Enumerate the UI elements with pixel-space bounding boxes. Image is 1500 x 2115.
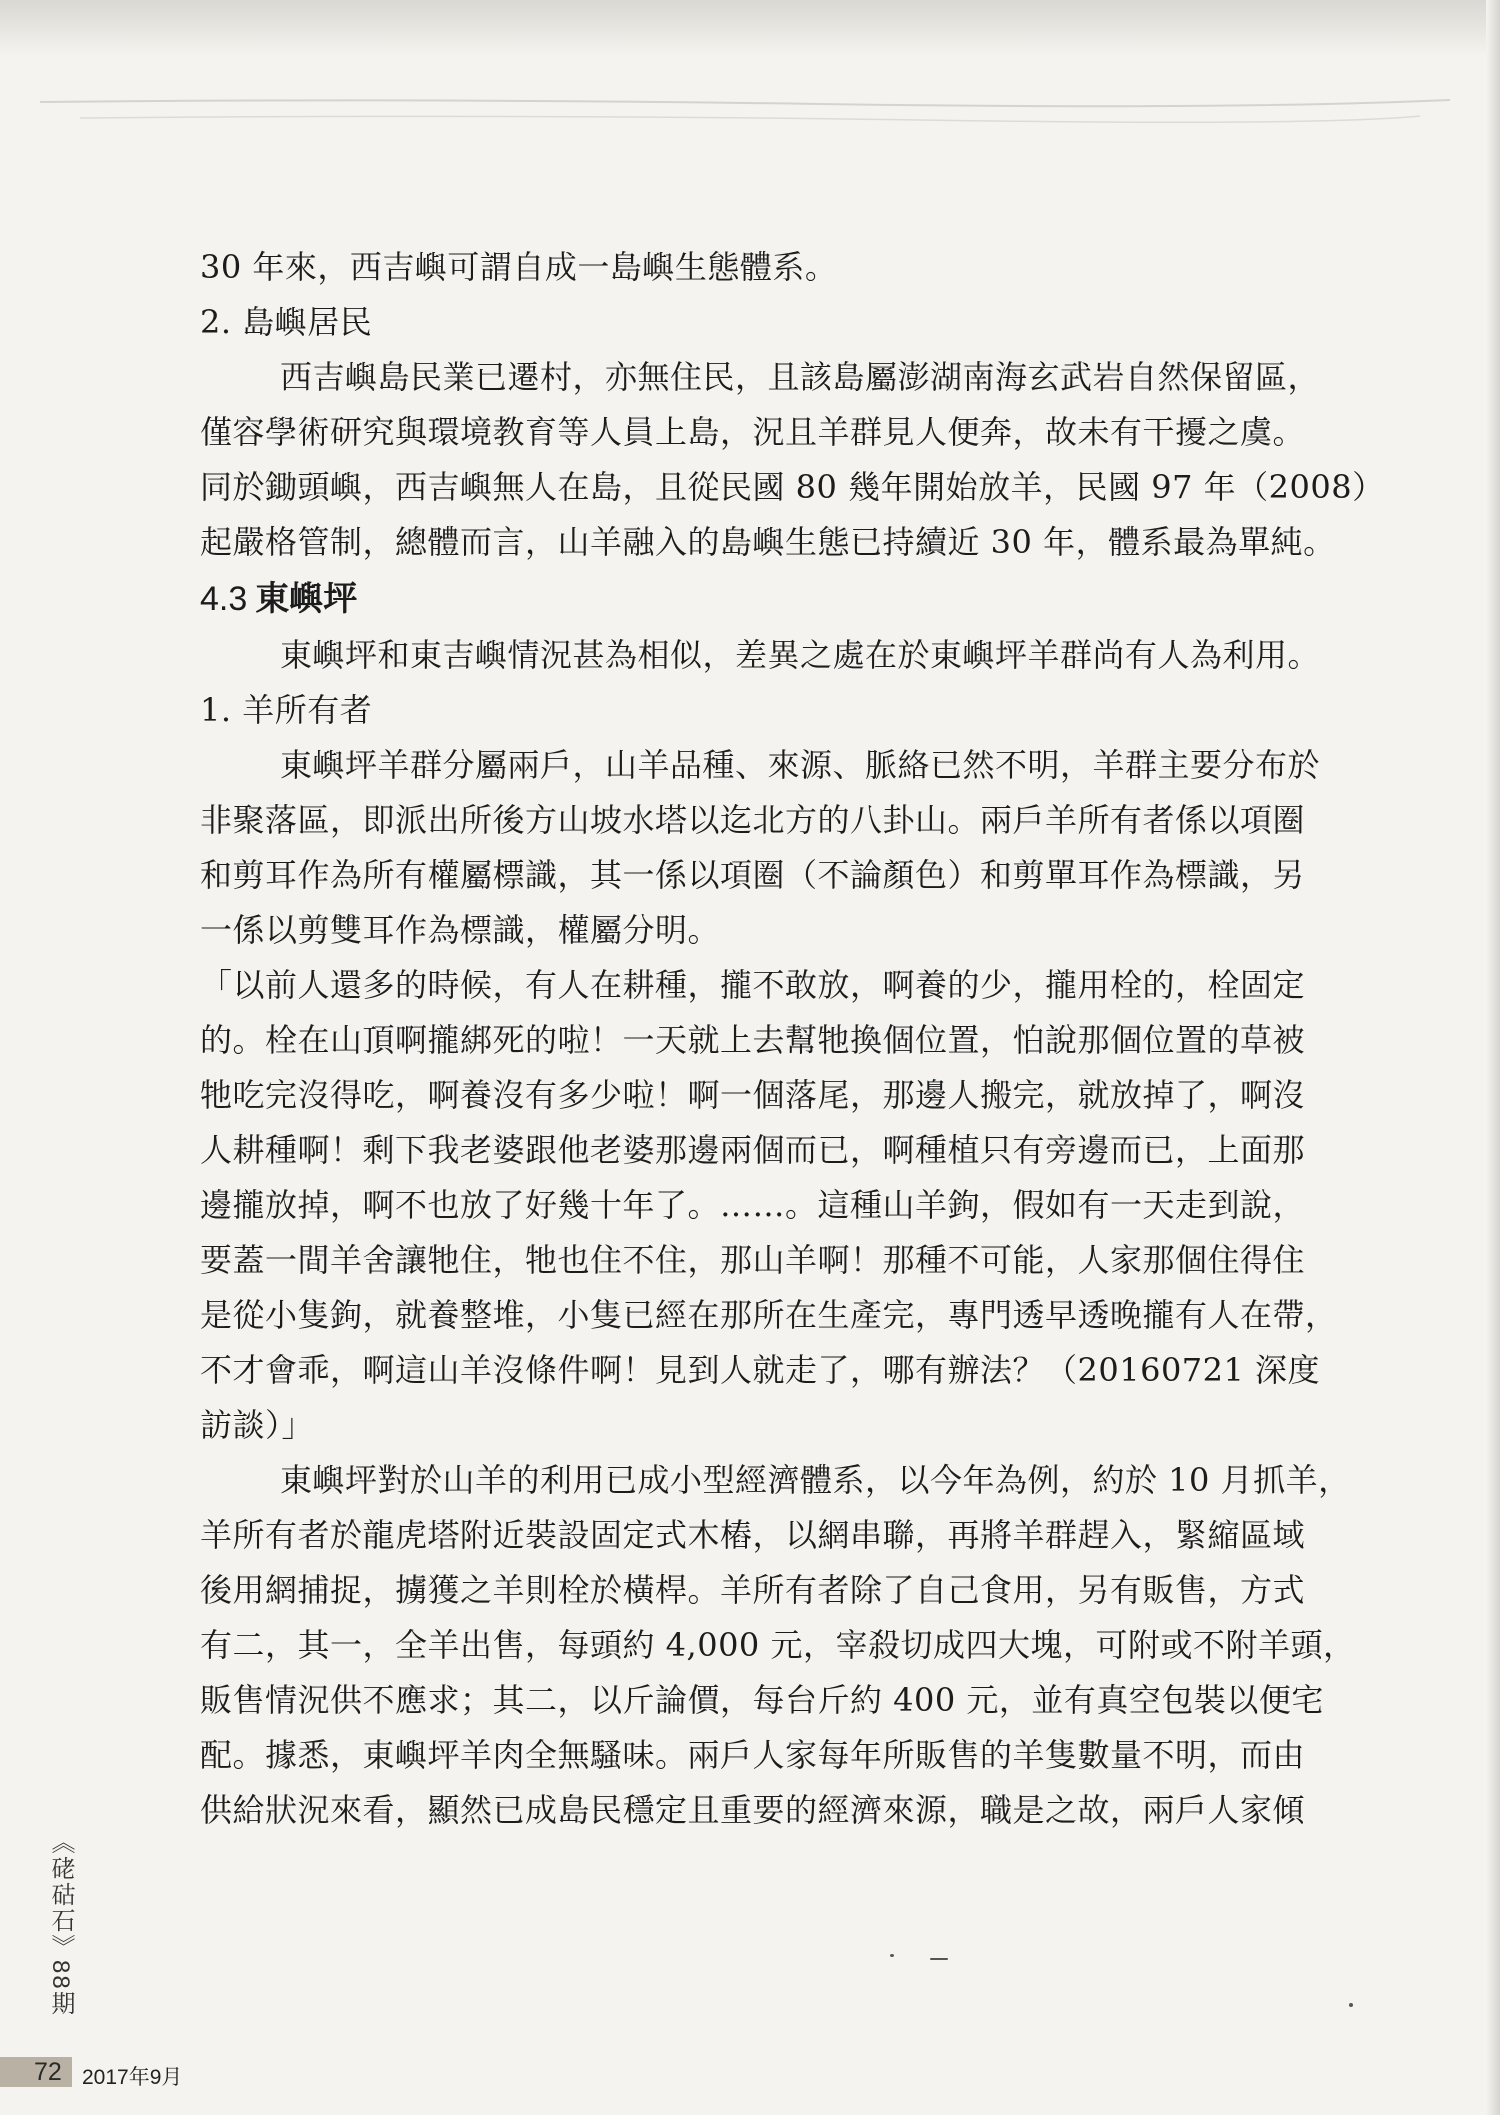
text-line: 羊所有者於龍虎塔附近裝設固定式木樁，以網串聯，再將羊群趕入，緊縮區域 xyxy=(200,1516,1306,1554)
text-line: 訪談）」 xyxy=(200,1406,315,1444)
text-line: 不才會乖，啊這山羊沒條件啊！見到人就走了，哪有辦法？（20160721 深度 xyxy=(200,1351,1321,1389)
text-line: 東嶼坪和東吉嶼情況甚為相似，差異之處在於東嶼坪羊群尚有人為利用。 xyxy=(280,636,1321,674)
paragraph-group-western xyxy=(200,240,1385,570)
scan-speck xyxy=(1349,2003,1353,2007)
text-line: 是從小隻鉤，就養整堆，小隻已經在那所在生產完，專門透早透晚攏有人在帶， xyxy=(200,1296,1338,1334)
section-title: 東嶼坪 xyxy=(255,580,358,618)
text-line: 的。栓在山頂啊攏綁死的啦！一天就上去幫牠換個位置，怕說那個位置的草被 xyxy=(200,1021,1306,1059)
bleed-through-marks xyxy=(20,90,1470,130)
text-line: 東嶼坪對於山羊的利用已成小型經濟體系，以今年為例，約於 10 月抓羊， xyxy=(280,1461,1351,1499)
article-body xyxy=(200,240,1385,1838)
section-number: 4.3 xyxy=(200,580,248,618)
text-line: 配。據悉，東嶼坪羊肉全無騷味。兩戶人家每年所販售的羊隻數量不明，而由 xyxy=(200,1736,1306,1774)
text-line: 1. 羊所有者 xyxy=(200,691,373,729)
text-line: 人耕種啊！剩下我老婆跟他老婆那邊兩個而已，啊種植只有旁邊而已，上面那 xyxy=(200,1131,1306,1169)
section-heading xyxy=(200,570,1320,628)
text-line: 「以前人還多的時候，有人在耕種，攏不敢放，啊養的少，攏用栓的，栓固定 xyxy=(200,966,1306,1004)
scan-speck xyxy=(890,1954,894,1957)
page-number: 72 xyxy=(34,2058,62,2086)
text-line: 後用網捕捉，擄獲之羊則栓於橫桿。羊所有者除了自己食用，另有販售，方式 xyxy=(200,1571,1306,1609)
text-line: 西吉嶼島民業已遷村，亦無住民，且該島屬澎湖南海玄武岩自然保留區， xyxy=(280,358,1321,396)
text-line: 東嶼坪羊群分屬兩戶，山羊品種、來源、脈絡已然不明，羊群主要分布於 xyxy=(280,746,1321,784)
text-line: 2. 島嶼居民 xyxy=(200,303,373,341)
text-line: 30 年來，西吉嶼可謂自成一島嶼生態體系。 xyxy=(200,248,838,286)
text-line: 有二，其一，全羊出售，每頭約 4,000 元，宰殺切成四大塊，可附或不附羊頭， xyxy=(200,1626,1356,1664)
text-line: 非聚落區，即派出所後方山坡水塔以迄北方的八卦山。兩戶羊所有者係以項圈 xyxy=(200,801,1306,839)
scan-shadow-right xyxy=(1486,0,1500,2115)
paragraph-group-dongyuping xyxy=(200,628,1356,1838)
text-line: 要蓋一間羊舍讓牠住，牠也住不住，那山羊啊！那種不可能，人家那個住得住 xyxy=(200,1241,1306,1279)
text-line: 同於鋤頭嶼，西吉嶼無人在島，且從民國 80 幾年開始放羊，民國 97 年（2008） xyxy=(200,468,1385,506)
text-line: 僅容學術研究與環境教育等人員上島，況且羊群見人便奔，故未有干擾之虞。 xyxy=(200,413,1306,451)
text-line: 邊攏放掉，啊不也放了好幾十年了。……。這種山羊鉤，假如有一天走到說， xyxy=(200,1186,1306,1224)
text-line: 一係以剪雙耳作為標識，權屬分明。 xyxy=(200,911,721,949)
scan-speck xyxy=(930,1958,948,1960)
scan-shadow-top xyxy=(0,0,1500,56)
issue-date: 2017年9月 xyxy=(82,2066,183,2089)
text-line: 牠吃完沒得吃，啊養沒有多少啦！啊一個落尾，那邊人搬完，就放掉了，啊沒 xyxy=(200,1076,1306,1114)
text-line: 起嚴格管制，總體而言，山羊融入的島嶼生態已持續近 30 年，體系最為單純。 xyxy=(200,523,1336,561)
text-line: 和剪耳作為所有權屬標識，其一係以項圈（不論顏色）和剪單耳作為標識，另 xyxy=(200,856,1306,894)
journal-name: 《硓𥑮石》88期 xyxy=(47,1830,74,2017)
text-line: 供給狀況來看，顯然已成島民穩定且重要的經濟來源，職是之故，兩戶人家傾 xyxy=(200,1791,1306,1829)
text-line: 販售情況供不應求；其二，以斤論價，每台斤約 400 元，並有真空包裝以便宅 xyxy=(200,1681,1324,1719)
